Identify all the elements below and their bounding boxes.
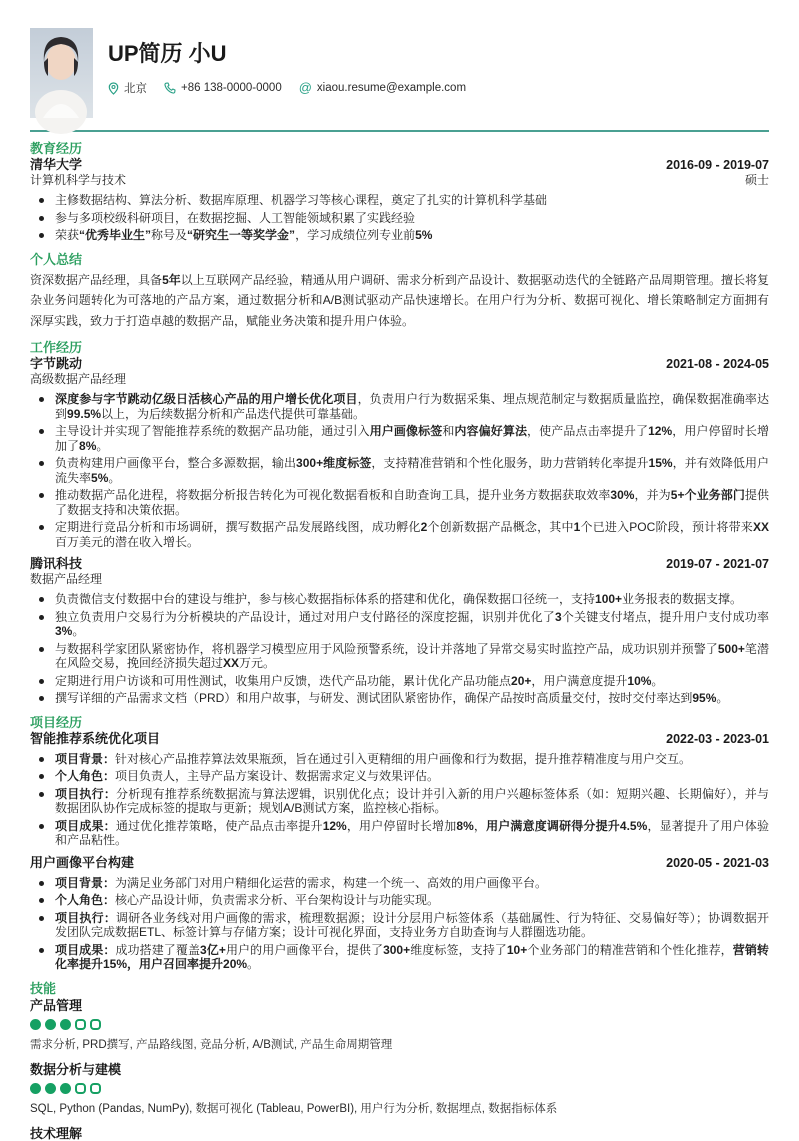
phone-icon bbox=[164, 82, 176, 94]
bullet-item bbox=[30, 592, 769, 607]
bullet-item bbox=[30, 769, 769, 784]
text: 荣获 bbox=[55, 228, 80, 242]
text: 提供了数据支持和决策依据。 bbox=[55, 488, 769, 517]
text-bold: 300+维度标签 bbox=[296, 456, 372, 470]
bullet-item bbox=[30, 392, 769, 421]
section-work bbox=[30, 340, 769, 706]
job-role: 高级数据产品经理 bbox=[30, 372, 127, 386]
text-bold: 12% bbox=[322, 818, 347, 833]
skill-group-tech-understanding bbox=[30, 1126, 769, 1141]
education-period: 2016-09 - 2019-07 bbox=[666, 158, 769, 172]
bullet-item bbox=[30, 752, 769, 767]
text: ，学习成绩位列专业前 bbox=[295, 228, 416, 242]
text: 核心产品设计师，负责需求分析、平台架构设计与功能实现。 bbox=[115, 893, 440, 907]
project-bullets bbox=[30, 752, 769, 848]
text: 个关键支付堵点，提升用户支付成功率 bbox=[561, 609, 769, 624]
text: 与数据科学家团队紧密协作，将机器学习模型应用于风险预警系统，设计并落地了异常交易实时监控产品，成功识别并预警了 bbox=[55, 641, 718, 656]
skill-items: 需求分析, PRD撰写, 产品路线图, 竞品分析, A/B测试, 产品生命周期管理 bbox=[30, 1038, 393, 1051]
text: 。 bbox=[716, 691, 729, 705]
project-bullets bbox=[30, 876, 769, 972]
section-education bbox=[30, 141, 769, 243]
bullet-item bbox=[30, 488, 769, 517]
text: 撰写详细的产品需求文档（PRD）和用户故事，与研发、测试团队紧密协作，确保产品按时高质量交付，按时交付率达到 bbox=[55, 691, 693, 705]
text: 成功搭建了覆盖 bbox=[115, 942, 201, 957]
text-bold: 95% bbox=[692, 691, 717, 705]
text: 定期进行竞品分析和市场调研，撰写数据产品发展路线图，成功孵化 bbox=[55, 520, 421, 534]
phone-text: +86 138-0000-0000 bbox=[181, 82, 282, 94]
text: 资深数据产品经理，具备 bbox=[30, 272, 163, 287]
bullet-item bbox=[30, 943, 769, 972]
skill-dot-filled bbox=[30, 1019, 41, 1030]
text: ，并有效降低用户流失率 bbox=[55, 456, 769, 485]
text: 。 bbox=[72, 624, 85, 638]
text: 。 bbox=[108, 470, 121, 485]
project-period: 2020-05 - 2021-03 bbox=[666, 855, 769, 870]
location-pin-icon bbox=[108, 82, 119, 95]
text-bold: 内容偏好算法 bbox=[454, 424, 528, 438]
job-entry-bytedance bbox=[30, 356, 769, 549]
text-bold: 个人角色： bbox=[55, 893, 116, 907]
skill-dot-empty bbox=[75, 1019, 86, 1030]
job-bullets bbox=[30, 392, 769, 549]
text: ，并为 bbox=[634, 488, 671, 502]
text: 称号及 bbox=[151, 228, 188, 242]
skill-items: SQL, Python (Pandas, NumPy), 数据可视化 (Tableau, PowerBI), 用户行为分析, 数据埋点, 数据指标体系 bbox=[30, 1102, 558, 1115]
education-entry bbox=[30, 157, 769, 243]
text-bold: 20+ bbox=[511, 673, 532, 688]
skill-dot-filled bbox=[60, 1083, 71, 1094]
text: ，支持精准营销和个性化服务，助力营销转化率提升 bbox=[371, 456, 649, 470]
text: 通过优化推荐策略，使产品点击率提升 bbox=[115, 818, 323, 833]
text: 以上，为后续数据分析和产品迭代提供可靠基础。 bbox=[101, 406, 366, 421]
bullet-item bbox=[30, 211, 769, 226]
skill-group-name: 产品管理 bbox=[30, 997, 83, 1013]
bullet-item bbox=[30, 911, 769, 940]
text: ，使产品点击率提升了 bbox=[527, 424, 649, 438]
education-major: 计算机科学与技术 bbox=[30, 173, 127, 187]
project-name: 用户画像平台构建 bbox=[30, 854, 135, 870]
text-bold: 10% bbox=[627, 673, 652, 688]
text: 为满足业务部门对用户精细化运营的需求，构建一个统一、高效的用户画像平台。 bbox=[115, 875, 548, 890]
skill-dot-filled bbox=[30, 1083, 41, 1094]
text: 个创新数据产品概念，其中 bbox=[427, 520, 574, 534]
contact-row bbox=[108, 80, 466, 96]
text-bold: 用户满意度调研得分提升4.5% bbox=[486, 818, 648, 833]
text: 以上互联网产品经验，精通从用户调研、需求分析到产品设计、数据驱动迭代的全链路产品周期管理。擅长将复杂业务问题转化为可落地的产品方案，通过数据分析和A/B测试驱动产品快速增长。在用户行为分析、数据可视化、增长策略制定方面拥有深厚实践，致力于打造卓越的数据产品，赋能业务决策和提升用户体验。 bbox=[30, 272, 769, 328]
text: ，用户停留时长增加 bbox=[346, 818, 457, 833]
text-bold: 8% bbox=[79, 438, 97, 453]
text: 业务报表的数据支撑。 bbox=[622, 592, 743, 606]
resume-header bbox=[30, 28, 769, 118]
text-bold: 100+ bbox=[595, 592, 623, 606]
project-entry-user-profile-platform bbox=[30, 855, 769, 972]
text-bold: 2 bbox=[420, 520, 428, 534]
bullet-item bbox=[30, 876, 769, 891]
text: ， bbox=[473, 818, 487, 833]
skill-rating bbox=[30, 1083, 769, 1094]
text: 定期进行用户访谈和可用性测试，收集用户反馈，迭代产品功能，累计优化产品功能点 bbox=[55, 673, 512, 688]
text: 。 bbox=[96, 438, 109, 453]
bullet-item bbox=[30, 642, 769, 671]
text-bold: XX bbox=[752, 520, 769, 534]
bullet-item bbox=[30, 610, 769, 639]
job-role: 数据产品经理 bbox=[30, 572, 103, 586]
text-bold: 营销转化率提升15%，用户召回率提升20% bbox=[55, 942, 769, 971]
text: 调研各业务线对用户画像的需求，梳理数据源；设计分层用户标签体系（基础属性、行为特征、交易偏好等）；协调数据开发团队完成数据ETL、标签计算与存储方案；设计可视化界面，支持业务方自助查询与人群圈选功能。 bbox=[55, 910, 769, 939]
job-entry-tencent bbox=[30, 556, 769, 706]
candidate-name: UP简历 小U bbox=[108, 41, 227, 66]
bullet-item bbox=[30, 456, 769, 485]
bullet-item bbox=[30, 893, 769, 908]
project-period: 2022-03 - 2023-01 bbox=[666, 731, 769, 746]
job-period: 2021-08 - 2024-05 bbox=[666, 357, 769, 371]
school-name: 清华大学 bbox=[30, 157, 83, 172]
contact-phone bbox=[164, 82, 282, 94]
skill-dot-filled bbox=[60, 1019, 71, 1030]
text: 针对核心产品推荐算法效果瓶颈，旨在通过引入更精细的用户画像和行为数据，提升推荐精准度与用户交互。 bbox=[115, 751, 692, 766]
text-bold: 8% bbox=[456, 818, 474, 833]
text-bold: 30% bbox=[610, 488, 635, 502]
text: 。 bbox=[651, 673, 664, 688]
text-bold: 500+ bbox=[717, 641, 745, 656]
text: 百万美元的潜在收入增长。 bbox=[55, 534, 200, 549]
text: 主导设计并实现了智能推荐系统的数据产品功能，通过引入 bbox=[55, 424, 370, 438]
education-section-title: 教育经历 bbox=[30, 141, 83, 156]
text: 用户的用户画像平台，提供了 bbox=[225, 942, 384, 957]
bullet-item bbox=[30, 819, 769, 848]
skill-group-name: 数据分析与建模 bbox=[30, 1061, 122, 1077]
text: 负责微信支付数据中台的建设与维护，参与核心数据指标体系的搭建和优化，确保数据口径统一，支持 bbox=[55, 592, 596, 606]
text: ，用户停留时长增加了 bbox=[55, 424, 769, 453]
text: 。 bbox=[247, 957, 260, 971]
text: 和 bbox=[442, 424, 455, 438]
text: 个业务部门的精准营销和个性化推荐， bbox=[527, 942, 733, 957]
text: ，负责用户行为数据采集、埋点规范制定与数据质量监控，确保数据准确率达到 bbox=[55, 392, 769, 421]
text-bold: “研究生一等奖学金” bbox=[187, 228, 296, 242]
text: 推动数据产品化进程，将数据分析报告转化为可视化数据看板和自助查询工具，提升业务方数据获取效率 bbox=[55, 488, 611, 502]
bullet-item bbox=[30, 674, 769, 689]
text-bold: 3亿+ bbox=[200, 942, 226, 957]
text-bold: 项目成果： bbox=[55, 818, 116, 833]
section-summary bbox=[30, 252, 769, 332]
summary-section-title: 个人总结 bbox=[30, 251, 83, 267]
text-bold: 300+ bbox=[383, 942, 411, 957]
text-bold: 个人角色： bbox=[55, 769, 116, 783]
header-info bbox=[108, 28, 466, 96]
skill-rating bbox=[30, 1019, 769, 1030]
projects-section-title: 项目经历 bbox=[30, 714, 83, 730]
text: 万元。 bbox=[239, 656, 276, 670]
text: 分析现有推荐系统数据流与算法逻辑，识别优化点；设计并引入新的用户兴趣标签体系（如：短期兴趣、长期偏好），并与数据团队协作完成标签的提取与更新；规划A/B测试方案，监控核心指标。 bbox=[55, 786, 769, 815]
text: 主修数据结构、算法分析、数据库原理、机器学习等核心课程，奠定了扎实的计算机科学基础 bbox=[55, 193, 548, 207]
skill-dot-filled bbox=[45, 1083, 56, 1094]
text-bold: 5+个业务部门 bbox=[670, 488, 745, 502]
summary-paragraph bbox=[30, 270, 769, 332]
text-bold: 3% bbox=[55, 624, 73, 638]
text: ，显著提升了用户体验和产品粘性。 bbox=[55, 818, 769, 847]
skill-group-data-analysis bbox=[30, 1062, 769, 1116]
text-bold: 项目背景： bbox=[55, 751, 116, 766]
header-divider bbox=[30, 130, 769, 132]
text: 项目负责人，主导产品方案设计、数据需求定义与效果评估。 bbox=[115, 769, 440, 783]
text-bold: 15% bbox=[648, 456, 673, 470]
text-bold: 12% bbox=[648, 424, 673, 438]
skill-dot-empty bbox=[90, 1083, 101, 1094]
text-bold: 用户画像标签 bbox=[369, 424, 443, 438]
email-text: xiaou.resume@example.com bbox=[316, 82, 467, 94]
text-bold: 项目成果： bbox=[55, 942, 116, 957]
at-icon: @ bbox=[298, 80, 312, 95]
text-bold: 5% bbox=[415, 228, 433, 242]
job-period: 2019-07 - 2021-07 bbox=[666, 557, 769, 571]
text-bold: 1 bbox=[573, 520, 581, 534]
text-bold: 5% bbox=[91, 470, 109, 485]
bullet-item bbox=[30, 228, 769, 243]
project-entry-recommendation bbox=[30, 731, 769, 848]
text-bold: 10+ bbox=[506, 942, 528, 957]
text-bold: 项目执行： bbox=[55, 910, 117, 925]
text: ，用户满意度提升 bbox=[531, 673, 628, 688]
text: 独立负责用户交易行为分析模块的产品设计，通过对用户支付路径的深度挖掘，识别并优化了 bbox=[55, 609, 555, 624]
text-bold: 99.5% bbox=[67, 406, 102, 421]
location-text: 北京 bbox=[124, 83, 147, 95]
job-bullets bbox=[30, 592, 769, 706]
skill-dot-empty bbox=[75, 1083, 86, 1094]
text: 负责构建用户画像平台，整合多源数据，输出 bbox=[55, 456, 297, 470]
bullet-item bbox=[30, 787, 769, 816]
section-skills bbox=[30, 981, 769, 1141]
skills-section-title: 技能 bbox=[30, 980, 57, 996]
text-bold: 3 bbox=[554, 609, 562, 624]
text-bold: “优秀毕业生” bbox=[79, 228, 152, 242]
section-projects bbox=[30, 715, 769, 972]
text-bold: 项目背景： bbox=[55, 875, 116, 890]
text: 维度标签，支持了 bbox=[410, 942, 507, 957]
bullet-item bbox=[30, 193, 769, 208]
project-name: 智能推荐系统优化项目 bbox=[30, 730, 161, 746]
bullet-item bbox=[30, 520, 769, 549]
text-bold: 深度参与字节跳动亿级日活核心产品的用户增长优化项目 bbox=[55, 392, 358, 406]
company-name: 腾讯科技 bbox=[30, 556, 83, 571]
text: 笔潜在风险交易，挽回经济损失超过 bbox=[55, 641, 769, 670]
text: 参与多项校级科研项目，在数据挖掘、人工智能领域积累了实践经验 bbox=[55, 210, 416, 225]
profile-photo bbox=[30, 28, 93, 118]
education-degree: 硕士 bbox=[744, 173, 769, 187]
text-bold: XX bbox=[223, 656, 240, 670]
bullet-item bbox=[30, 424, 769, 453]
text: 个已进入POC阶段，预计将带来 bbox=[580, 520, 753, 534]
text-bold: 5年 bbox=[162, 272, 181, 287]
skill-dot-empty bbox=[90, 1019, 101, 1030]
bullet-item bbox=[30, 691, 769, 706]
skill-group-product bbox=[30, 998, 769, 1052]
company-name: 字节跳动 bbox=[30, 356, 83, 371]
skill-group-name: 技术理解 bbox=[30, 1125, 83, 1141]
contact-email bbox=[299, 82, 466, 94]
profile-photo-image bbox=[30, 28, 93, 118]
education-bullets bbox=[30, 193, 769, 243]
work-section-title: 工作经历 bbox=[30, 340, 83, 355]
contact-location bbox=[108, 80, 147, 96]
text-bold: 项目执行： bbox=[55, 786, 117, 801]
skill-dot-filled bbox=[45, 1019, 56, 1030]
